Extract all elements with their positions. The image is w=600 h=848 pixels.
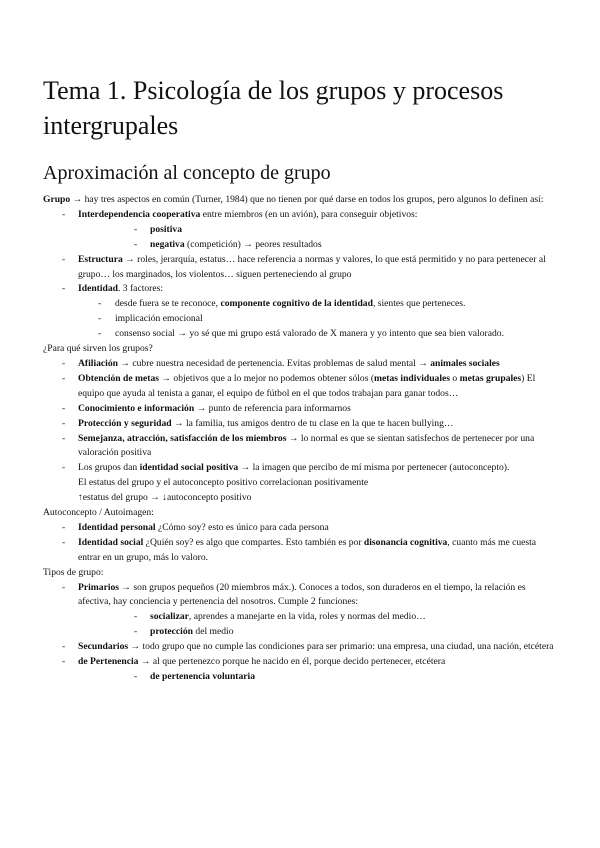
text-run: Autoconcepto / Autoimagen: <box>43 507 154 519</box>
text-line <box>43 208 560 223</box>
section-heading: Aproximación al concepto de grupo <box>43 162 331 184</box>
list-bullet: - <box>98 328 102 340</box>
text-run: desde fuera se te reconoce, <box>115 298 221 310</box>
bold-term: componente cognitivo de la identidad <box>220 298 373 310</box>
bold-term: metas grupales <box>459 372 522 384</box>
bold-term: Estructura <box>78 253 123 265</box>
bold-term: Conocimiento e información <box>78 402 195 414</box>
bold-term: Semejanza, atracción, satisfacción de los miembros <box>78 432 287 444</box>
list-bullet: - <box>134 671 138 682</box>
bold-term: Primarios <box>78 581 120 593</box>
list-bullet: - <box>62 208 66 220</box>
text-run: → al que pertenezco porque he nacido en él, porque decido pertenecer, etcétera <box>138 656 446 668</box>
bold-term: protección <box>150 626 193 638</box>
document-title: Tema 1. Psicología de los grupos y procesos intergrupales <box>43 76 504 140</box>
list-bullet: - <box>62 521 66 533</box>
text-run: → objetivos que a lo mejor no podemos obtener sólos ( <box>159 372 375 384</box>
text-run: . 3 factores: <box>118 283 164 295</box>
text-line <box>43 610 560 625</box>
text-run: → la imagen que percibo de mí misma por pertenecer (autoconcepto). <box>238 462 510 474</box>
list-bullet: - <box>134 626 138 638</box>
text-line <box>43 282 560 297</box>
list-bullet: - <box>62 536 66 548</box>
bold-term: Afiliación <box>78 357 118 369</box>
list-bullet: - <box>62 432 66 444</box>
text-line <box>43 327 560 342</box>
bold-term: disonancia cognitiva <box>363 536 448 548</box>
list-bullet: - <box>62 253 66 265</box>
bold-term: de pertenencia voluntaria <box>150 671 255 682</box>
text-line <box>43 670 560 685</box>
bold-term: Grupo <box>43 194 71 205</box>
list-bullet: - <box>62 402 66 414</box>
bold-term: identidad social positiva <box>139 462 239 474</box>
text-line <box>43 432 560 462</box>
bold-term: positiva <box>150 223 182 235</box>
bold-term: Identidad social <box>78 536 144 548</box>
text-run: → cubre nuestra necesidad de pertenencia. Evitas problemas de salud mental → <box>117 357 431 369</box>
text-line <box>43 312 560 327</box>
list-bullet: - <box>134 223 138 235</box>
text-run: o <box>450 372 460 384</box>
text-run: , aprendes a manejarte en la vida, roles y normas del medio… <box>188 611 426 623</box>
text-line <box>43 402 560 417</box>
text-line <box>43 640 560 655</box>
text-run: → roles, jerarquía, estatus… hace referencia a normas y valores, lo que está permitido y no para pertenecer al grupo… los marginados, los violentos… siguen perteneciendo al grupo <box>78 253 546 280</box>
document-body <box>43 193 560 685</box>
bold-term: Protección y seguridad <box>78 417 172 429</box>
list-bullet: - <box>98 313 102 325</box>
text-run: (competición) → peores resultados <box>184 238 322 250</box>
text-line <box>43 193 560 208</box>
bold-term: socializar <box>150 611 189 623</box>
text-run: ¿Para qué sirven los grupos? <box>43 343 153 355</box>
text-run: del medio <box>193 626 234 638</box>
list-bullet: - <box>62 641 66 653</box>
text-run: consenso social → yo sé que mi grupo está valorado de X manera y yo intento que sea bien valorado. <box>115 328 504 340</box>
text-run: Tipos de grupo: <box>43 566 104 578</box>
text-run: → son grupos pequeños (20 miembros máx.). Conoces a todos, son duraderos en el tiempo, la relación es afectiva, hay conciencia y pertenencia del nosotros. Cumple 2 funciones: <box>78 581 526 608</box>
list-bullet: - <box>62 462 66 474</box>
text-line <box>43 476 560 491</box>
text-line <box>43 625 560 640</box>
text-line <box>43 372 560 402</box>
list-bullet: - <box>134 611 138 623</box>
text-line <box>43 342 560 357</box>
text-line <box>43 506 560 521</box>
bold-term: Obtención de metas <box>78 372 160 384</box>
list-bullet: - <box>62 357 66 369</box>
list-bullet: - <box>62 656 66 668</box>
text-line <box>43 566 560 581</box>
text-run: → la familia, tus amigos dentro de tu clase en la que te hacen bullying… <box>171 417 454 429</box>
list-bullet: - <box>62 417 66 429</box>
text-run: → todo grupo que no cumple las condiciones para ser primario: una empresa, una ciudad, una nación, etcétera <box>128 641 554 653</box>
bold-term: Interdependencia cooperativa <box>78 208 201 220</box>
bold-term: Identidad personal <box>78 521 156 533</box>
text-line <box>43 536 560 566</box>
text-line <box>43 297 560 312</box>
list-bullet: - <box>62 372 66 384</box>
bold-term: metas individuales <box>374 372 451 384</box>
list-bullet: - <box>62 283 66 295</box>
text-run: ¿Cómo soy? esto es único para cada persona <box>155 521 329 533</box>
list-bullet: - <box>134 238 138 250</box>
text-line <box>43 655 560 670</box>
text-run: Los grupos dan <box>78 462 140 474</box>
text-line <box>43 253 560 283</box>
bold-term: de Pertenencia <box>78 656 139 668</box>
bold-term: Secundarios <box>78 641 129 653</box>
text-run: ¿Quién soy? es algo que compartes. Esto también es por <box>143 536 364 548</box>
text-run: ) El equipo que ayuda al tenista a ganar, el equipo de fútbol en el que todos trabajan para ganar todos… <box>78 372 536 399</box>
text-run: implicación emocional <box>115 313 203 325</box>
bold-term: Identidad <box>78 283 118 295</box>
list-bullet: - <box>98 298 102 310</box>
list-bullet: - <box>62 581 66 593</box>
text-line <box>43 581 560 611</box>
text-line <box>43 491 560 506</box>
text-line <box>43 357 560 372</box>
text-line <box>43 223 560 238</box>
text-run: → hay tres aspectos en común (Turner, 1984) que no tienen por qué darse en todos los grupos, pero algunos lo definen así: <box>70 194 544 205</box>
text-run: , sientes que perteneces. <box>372 298 466 310</box>
text-line <box>43 417 560 432</box>
text-line <box>43 238 560 253</box>
text-line <box>43 521 560 536</box>
bold-term: animales sociales <box>430 357 500 369</box>
bold-term: negativa <box>150 238 185 250</box>
text-run: → punto de referencia para informarnos <box>194 402 351 414</box>
text-run: El estatus del grupo y el autoconcepto positivo correlacionan positivamente <box>78 477 369 489</box>
text-run: → lo normal es que se sientan satisfechos de pertenecer por una valoración positiva <box>78 432 535 459</box>
text-run: ↑estatus del grupo → ↓autoconcepto positivo <box>78 492 252 504</box>
text-run: entre miembros (en un avión), para conseguir objetivos: <box>200 208 418 220</box>
text-line <box>43 461 560 476</box>
text-run: , cuanto más me cuesta entrar en un grupo, más lo valoro. <box>78 536 537 563</box>
